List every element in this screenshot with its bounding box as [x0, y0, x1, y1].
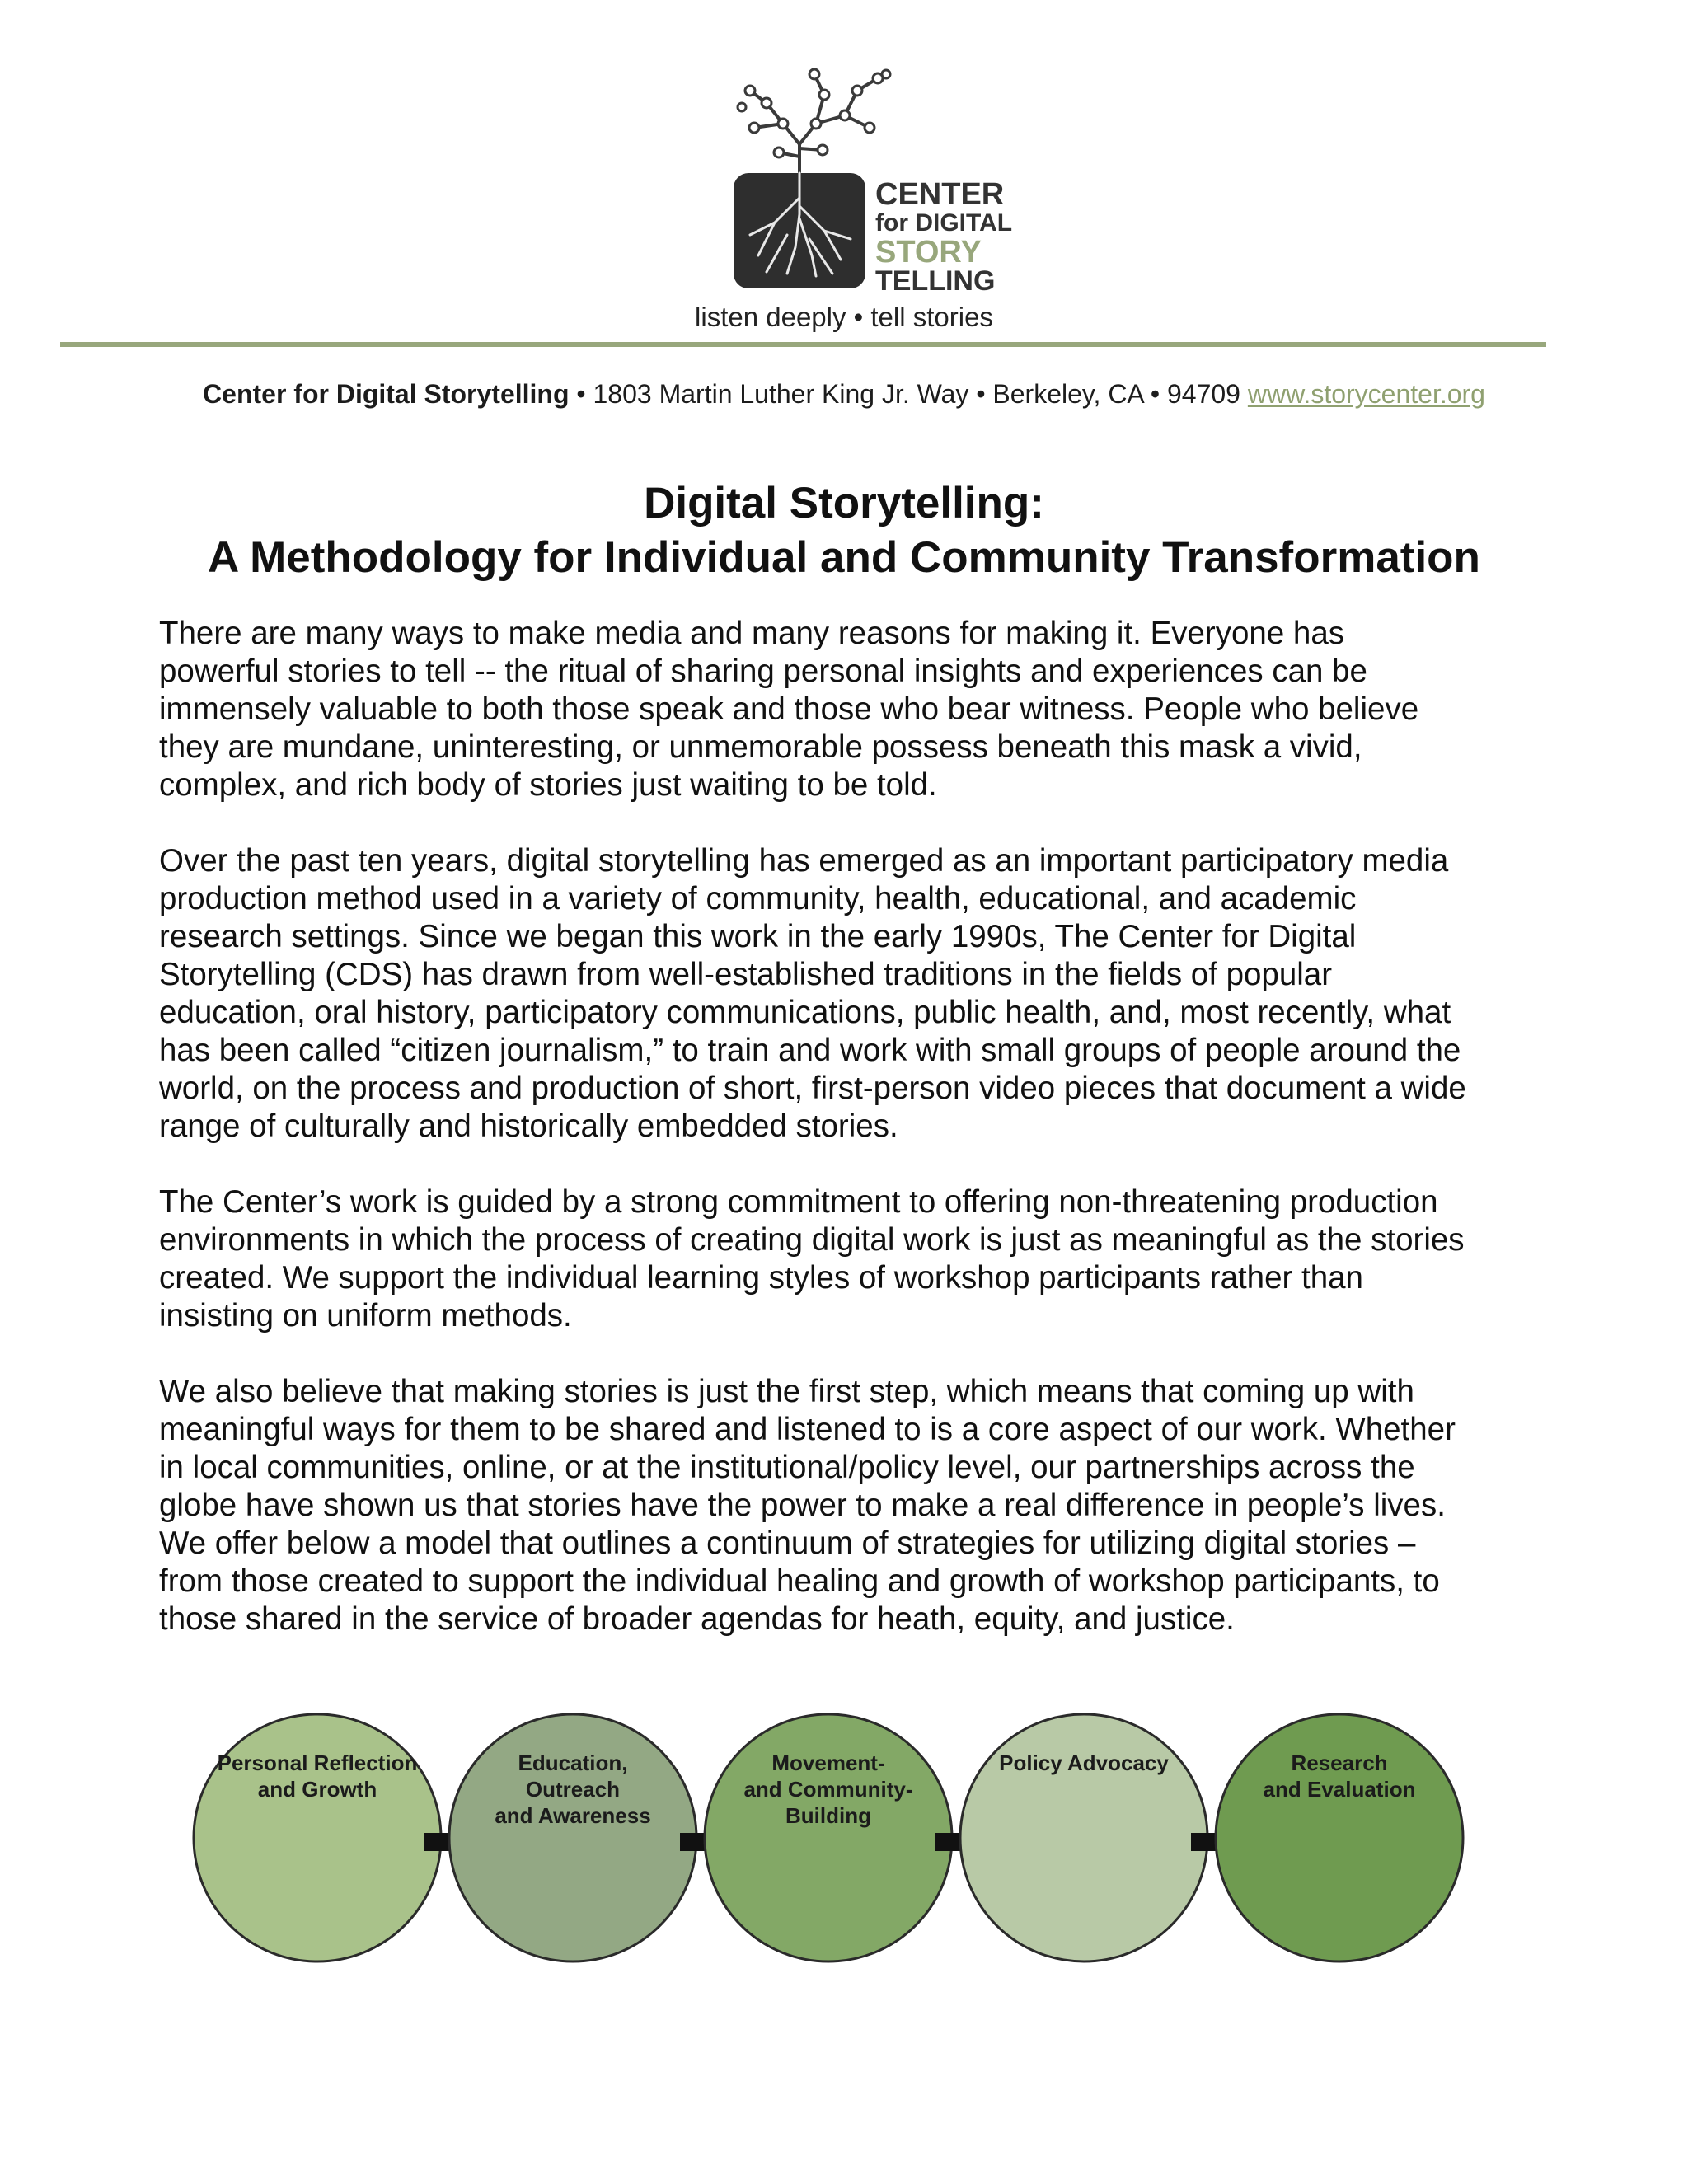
website-link[interactable]: www.storycenter.org [1247, 379, 1485, 409]
street-address: • 1803 Martin Luther King Jr. Way • Berkeley, CA • 94709 [569, 379, 1248, 409]
continuum-stage-5 [1216, 1714, 1463, 1961]
stage-label: and Community- [743, 1777, 913, 1802]
logo-text-telling: TELLING [875, 265, 996, 297]
stage-label: and Evaluation [1263, 1777, 1416, 1802]
paragraph-4 [159, 1373, 1544, 1638]
stage-label: and Awareness [495, 1803, 651, 1828]
text-line: We also believe that making stories is just the first step, which means that coming up with [159, 1374, 1414, 1409]
text-line: Storytelling (CDS) has drawn from well-established traditions in the fields of popular [159, 957, 1333, 992]
continuum-diagram [190, 1706, 1508, 1970]
text-line: research settings. Since we began this work in the early 1990s, The Center for Digital [159, 919, 1357, 954]
paragraph-3 [159, 1183, 1544, 1335]
stage-label: Education, [518, 1750, 628, 1775]
stage-label: Building [785, 1803, 871, 1828]
logo-text-center: CENTER [875, 177, 1005, 212]
stage-label: Movement- [771, 1750, 885, 1775]
continuum-stage-4 [960, 1714, 1207, 1961]
logo-text-for-digital: for DIGITAL [875, 209, 1013, 237]
title-line-1: Digital Storytelling: [644, 479, 1044, 527]
continuum-stage-3 [705, 1714, 952, 1961]
paragraph-1 [159, 615, 1544, 804]
text-line: complex, and rich body of stories just waiting to be told. [159, 767, 937, 803]
body-text [159, 615, 1544, 1676]
title-line-2: A Methodology for Individual and Community Transformation [208, 533, 1480, 582]
continuum-svg [190, 1706, 1508, 1970]
text-line: We offer below a model that outlines a continuum of strategies for utilizing digital stories – [159, 1526, 1416, 1561]
tree-logo-icon [717, 58, 1030, 297]
org-name: Center for Digital Storytelling [203, 379, 570, 409]
text-line: Over the past ten years, digital storytelling has emerged as an important participatory media [159, 843, 1449, 879]
continuum-stage-1 [194, 1714, 441, 1961]
text-line: has been called “citizen journalism,” to train and work with small groups of people around the [159, 1033, 1461, 1068]
text-line: There are many ways to make media and many reasons for making it. Everyone has [159, 616, 1344, 651]
text-line: education, oral history, participatory communications, public health, and, most recently, what [159, 995, 1451, 1030]
continuum-stage-2 [449, 1714, 696, 1961]
text-line: The Center’s work is guided by a strong commitment to offering non-threatening production [159, 1184, 1438, 1220]
tagline: listen deeply • tell stories [695, 302, 993, 332]
stage-label: Outreach [525, 1777, 621, 1802]
stage-label: Personal Reflection [217, 1750, 418, 1775]
text-line: in local communities, online, or at the institutional/policy level, our partnerships across the [159, 1450, 1415, 1485]
text-line: range of culturally and historically embedded stories. [159, 1108, 898, 1144]
text-line: insisting on uniform methods. [159, 1298, 572, 1333]
text-line: globe have shown us that stories have the power to make a real difference in people’s lives. [159, 1488, 1446, 1523]
logo-text-story: STORY [875, 235, 982, 269]
address-line [0, 379, 1688, 410]
text-line: from those created to support the individual healing and growth of workshop participants, to [159, 1563, 1440, 1599]
page-title [0, 476, 1688, 585]
stage-label: Research [1291, 1750, 1388, 1775]
header-divider [60, 342, 1546, 347]
text-line: created. We support the individual learning styles of workshop participants rather than [159, 1260, 1363, 1296]
paragraph-2 [159, 842, 1544, 1146]
text-line: powerful stories to tell -- the ritual of sharing personal insights and experiences can be [159, 654, 1367, 689]
text-line: they are mundane, uninteresting, or unmemorable possess beneath this mask a vivid, [159, 729, 1362, 765]
text-line: those shared in the service of broader agendas for heath, equity, and justice. [159, 1601, 1235, 1637]
stage-label: Policy Advocacy [999, 1750, 1169, 1775]
stage-label: and Growth [257, 1777, 377, 1802]
text-line: immensely valuable to both those speak and those who bear witness. People who believe [159, 691, 1419, 727]
text-line: world, on the process and production of short, first-person video pieces that document a wide [159, 1071, 1466, 1106]
text-line: environments in which the process of creating digital work is just as meaningful as the stories [159, 1222, 1465, 1258]
text-line: production method used in a variety of community, health, educational, and academic [159, 881, 1357, 916]
storycenter-logo [717, 58, 1030, 297]
text-line: meaningful ways for them to be shared and listened to is a core aspect of our work. Whether [159, 1412, 1456, 1447]
